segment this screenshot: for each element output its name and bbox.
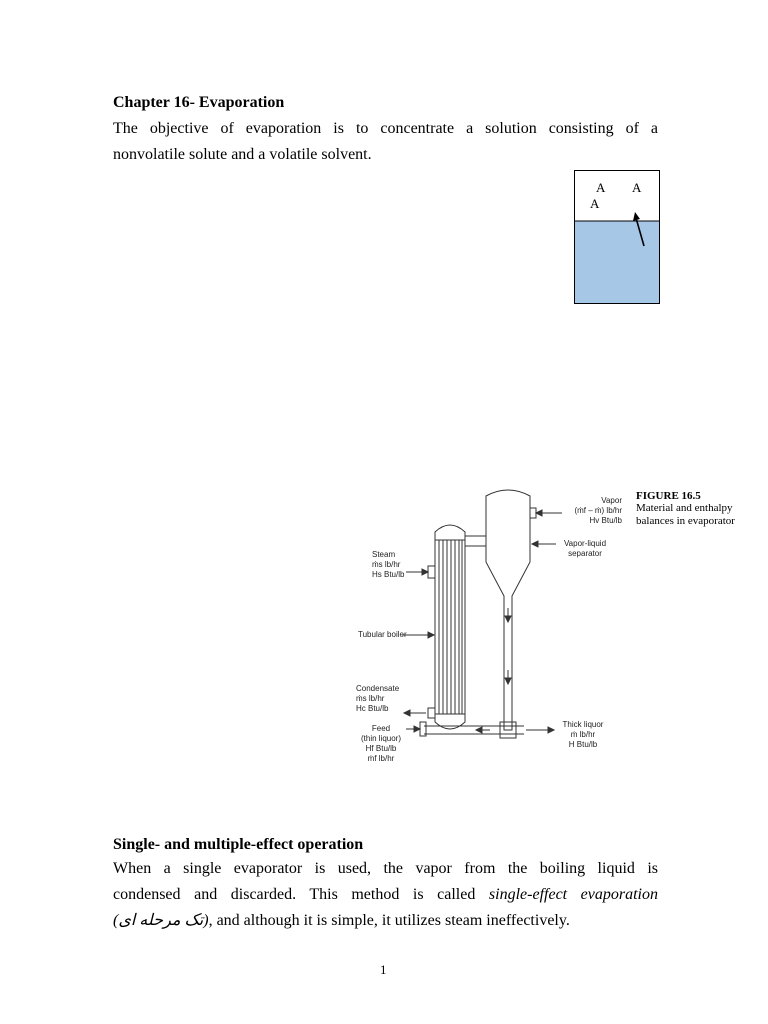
figure-caption-line-1: Material and enthalpy <box>636 502 733 514</box>
chapter-title: Chapter 16- Evaporation <box>113 94 285 111</box>
figure-caption <box>636 490 738 528</box>
label-vapor: Vapor (ṁf – ṁ) lb/hr Hv Btu/lb <box>574 496 622 525</box>
page-number: 1 <box>380 962 387 977</box>
beaker-label-a1: A <box>596 180 606 195</box>
label-feed: Feed (thin liquor) Hf Btu/lb ṁf lb/hr <box>360 724 401 763</box>
section-line-2: condensed and discarded. This method is called single-effect evaporation <box>113 886 658 903</box>
single-effect-term: single-effect evaporation <box>488 886 658 903</box>
intro-paragraph <box>113 116 658 168</box>
beaker-label-a2: A <box>632 180 642 195</box>
label-condensate: Condensate ṁs lb/hr Hc Btu/lb <box>356 684 400 713</box>
intro-line-1: The objective of evaporation is to concentrate a solution consisting of a <box>113 120 658 137</box>
label-vapor-liquid-separator: Vapor-liquid separator <box>563 539 607 558</box>
figure-caption-line-2: balances in evaporator <box>636 515 735 527</box>
beaker-svg <box>574 170 660 304</box>
intro-line-2: nonvolatile solute and a volatile solvent. <box>113 146 372 163</box>
persian-term: تک مرحله ای <box>118 912 204 929</box>
figure-number: FIGURE 16.5 <box>636 490 701 502</box>
beaker-liquid <box>575 221 659 303</box>
beaker-diagram <box>574 170 660 304</box>
label-thick-liquor: Thick liquor ṁ lb/hr H Btu/lb <box>562 720 604 749</box>
section-line-3: (تک مرحله ای), and although it is simple, it utilizes steam ineffectively. <box>113 912 570 929</box>
section-paragraph <box>113 856 658 934</box>
label-steam: Steam ṁs lb/hr Hs Btu/lb <box>372 550 405 579</box>
label-tubular-boiler: Tubular boiler <box>358 630 407 639</box>
beaker-label-a3: A <box>590 196 600 211</box>
section-title: Single- and multiple-effect operation <box>113 836 364 853</box>
section-line-1: When a single evaporator is used, the vapor from the boiling liquid is <box>113 860 658 877</box>
evaporator-figure <box>340 480 740 780</box>
